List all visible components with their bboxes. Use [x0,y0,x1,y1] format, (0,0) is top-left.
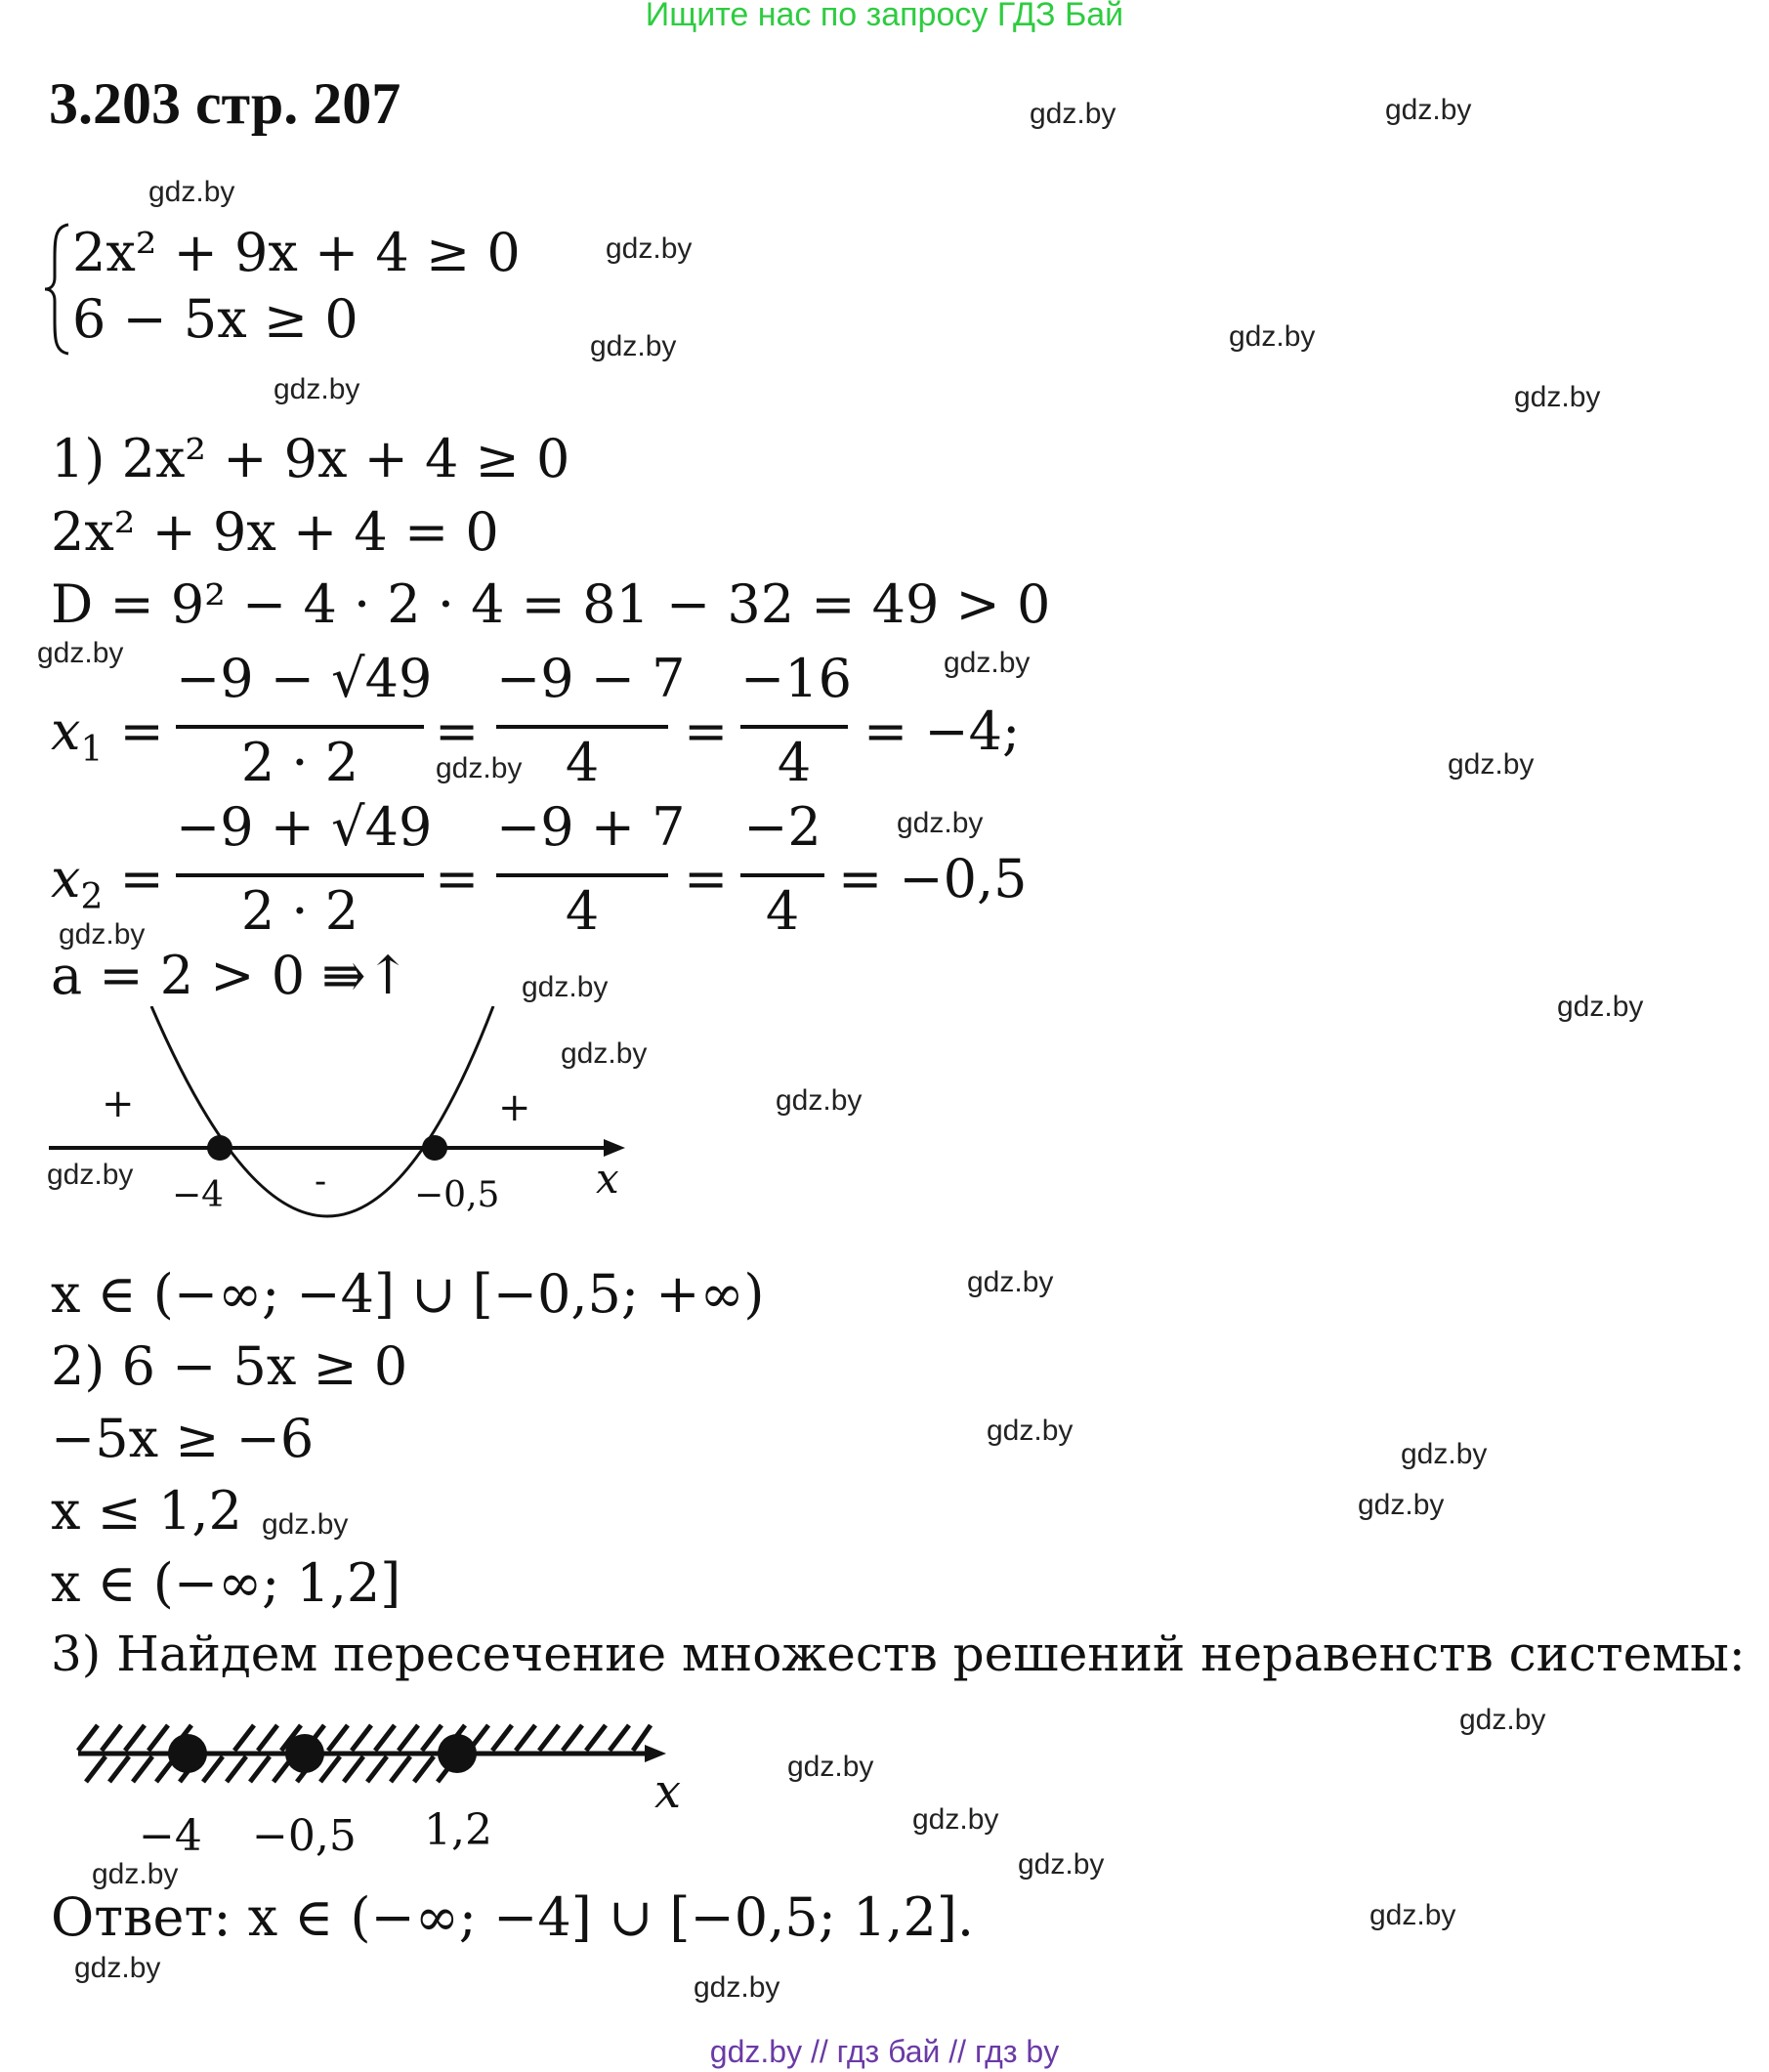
watermark: gdz.by [436,752,523,784]
watermark: gdz.by [1459,1704,1546,1736]
root-label-2: −0,5 [414,1175,500,1215]
x1-den-1: 2 · 2 [240,732,359,793]
point-1-2 [438,1734,477,1773]
sign-plus-left: + [102,1081,135,1126]
x1-bar-1 [176,725,424,729]
x2-eq-1: = [435,848,480,909]
watermark: gdz.by [912,1803,999,1836]
watermark: gdz.by [148,176,235,208]
step1-discriminant: D = 9² − 4 · 2 · 4 = 81 − 32 = 49 > 0 [51,573,1051,635]
watermark: gdz.by [1018,1848,1105,1881]
page-title: 3.203 стр. 207 [49,71,401,136]
system-line-1: 2x² + 9x + 4 ≥ 0 [72,222,521,283]
root-label-1: −4 [172,1175,225,1215]
x2-den-2: 4 [565,880,600,942]
x2-den-1: 2 · 2 [240,880,359,942]
watermark: gdz.by [606,233,693,265]
x2-bar-1 [176,873,424,877]
footer-links[interactable]: gdz.by // гдз бай // гдз by [709,2034,1060,2069]
watermark: gdz.by [92,1858,179,1890]
point-label-3: 1,2 [424,1805,492,1855]
point-label-1: −4 [139,1811,202,1861]
x2-label: $x_2$ = [51,848,164,917]
watermark: gdz.by [262,1508,349,1541]
watermark: gdz.by [944,647,1031,679]
x1-label: $x_1$ = [51,700,164,770]
hatch-lower [86,1756,457,1782]
watermark: gdz.by [897,807,984,839]
axis-label-x-2: x [654,1764,682,1819]
axis-arrow-2 [645,1745,666,1762]
watermark: gdz.by [74,1952,161,1984]
watermark: gdz.by [1401,1438,1488,1470]
leading-coefficient: a = 2 > 0 ⇛↑ [51,945,410,1006]
point-minus-0-5 [285,1734,324,1773]
hatch-upper [78,1725,651,1751]
watermark: gdz.by [522,971,609,1003]
point-minus-4 [168,1734,207,1773]
step1-equation: 2x² + 9x + 4 = 0 [51,501,499,563]
watermark: gdz.by [1385,94,1472,126]
x1-den-3: 4 [777,732,812,793]
x2-den-3: 4 [765,880,800,942]
x1-num-3: −16 [740,648,852,709]
watermark: gdz.by [1514,381,1601,413]
watermark: gdz.by [1229,320,1316,353]
x1-bar-3 [740,725,848,729]
watermark: gdz.by [561,1037,648,1070]
watermark: gdz.by [1030,98,1116,130]
root-point-2 [422,1135,447,1161]
x2-num-2: −9 + 7 [496,796,686,858]
header-search-link[interactable]: Ищите нас по запросу ГДЗ Бай [645,0,1124,33]
x2-result: = −0,5 [838,848,1028,909]
x1-num-2: −9 − 7 [496,648,686,709]
watermark: gdz.by [590,330,677,362]
x1-den-2: 4 [565,732,600,793]
watermark: gdz.by [1557,991,1644,1023]
x1-bar-2 [496,725,668,729]
step3-heading: 3) Найдем пересечение множеств решений неравенств системы: [51,1626,1746,1682]
intersection-graph [68,1712,703,1819]
watermark: gdz.by [967,1266,1054,1298]
x2-num-3: −2 [743,796,821,858]
step2-solution: x ∈ (−∞; 1,2] [51,1552,401,1614]
x2-num-1: −9 + √49 [176,796,433,858]
system-brace [43,221,72,361]
sign-minus: - [315,1162,327,1202]
watermark: gdz.by [37,637,124,669]
x2-eq-2: = [684,848,729,909]
step2-line-3: x ≤ 1,2 [51,1480,242,1542]
x1-eq-1: = [435,700,480,762]
root-point-1 [207,1135,232,1161]
watermark: gdz.by [47,1159,134,1191]
x1-num-1: −9 − √49 [176,648,433,709]
system-line-2: 6 − 5x ≥ 0 [72,288,358,350]
watermark: gdz.by [1448,748,1535,781]
watermark: gdz.by [987,1415,1074,1447]
x1-result: = −4; [863,700,1021,762]
x2-bar-3 [740,873,824,877]
watermark: gdz.by [1369,1899,1456,1931]
sign-plus-right: + [498,1085,531,1130]
axis-label-x: x [596,1155,619,1203]
watermark: gdz.by [274,373,360,405]
x2-bar-2 [496,873,668,877]
watermark: gdz.by [787,1751,874,1783]
watermark: gdz.by [59,918,146,951]
step1-solution: x ∈ (−∞; −4] ∪ [−0,5; +∞) [51,1263,765,1325]
watermark: gdz.by [694,1971,780,2004]
step2-line-2: −5x ≥ −6 [51,1408,315,1469]
answer: Ответ: x ∈ (−∞; −4] ∪ [−0,5; 1,2]. [51,1886,975,1948]
watermark: gdz.by [1358,1489,1445,1521]
x1-eq-2: = [684,700,729,762]
step2-inequality: 2) 6 − 5x ≥ 0 [51,1335,408,1397]
watermark: gdz.by [776,1084,863,1117]
step1-inequality: 1) 2x² + 9x + 4 ≥ 0 [51,428,570,489]
point-label-2: −0,5 [252,1811,357,1861]
